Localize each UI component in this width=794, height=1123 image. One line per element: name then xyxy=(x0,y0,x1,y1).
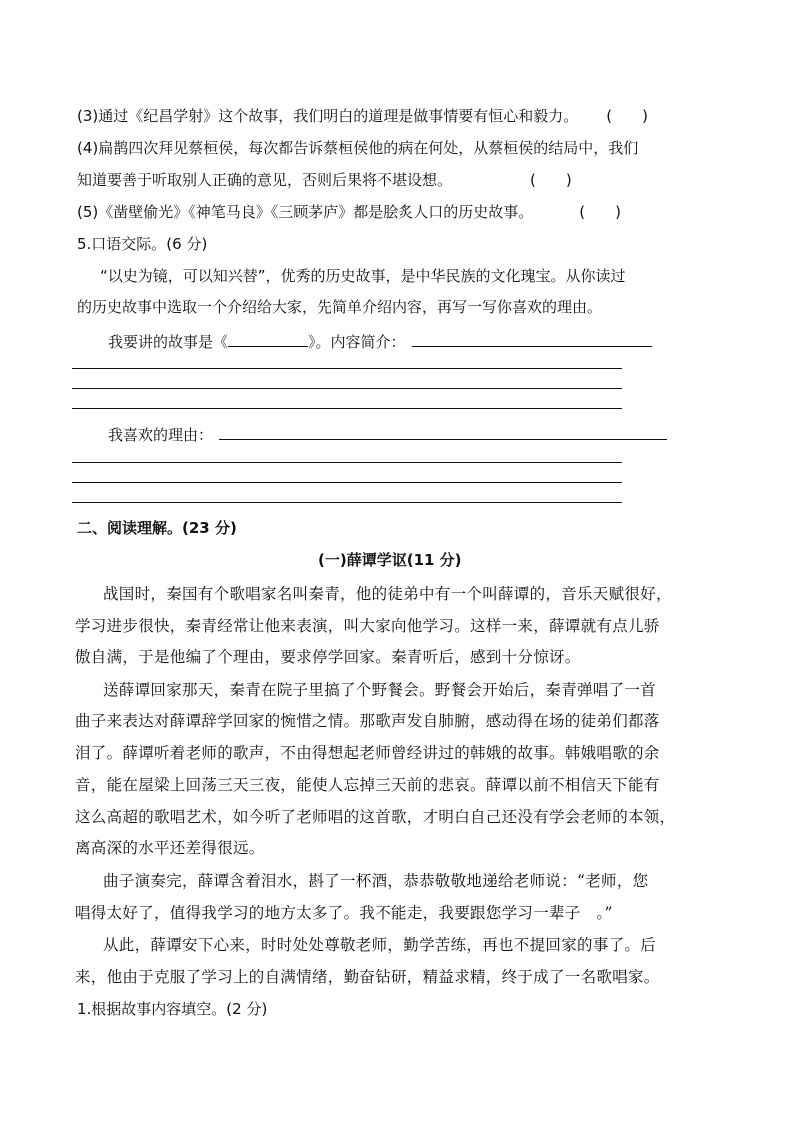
story-summary-blank[interactable] xyxy=(412,332,652,347)
story-title-blank[interactable] xyxy=(228,332,308,347)
passage-line: 音，能在屋梁上回荡三天三夜，能使人忘掉三天前的悲哀。薛谭以前不相信天下能有 xyxy=(75,776,660,794)
passage-line: 学习进步很快，秦青经常让他来表演，叫大家向他学习。这样一来，薛谭就有点儿骄 xyxy=(75,617,660,635)
question-3-text: (3)通过《纪昌学射》这个故事，我们明白的道理是做事情要有恒心和毅力。 xyxy=(77,107,579,125)
answer-line[interactable] xyxy=(72,502,622,503)
story-suffix: 》。内容简介： xyxy=(308,333,406,351)
oral-question-title: 5.口语交际。(6 分) xyxy=(77,235,208,253)
answer-line[interactable] xyxy=(72,388,622,389)
passage-line: 从此，薛谭安下心来，时时处处尊敬老师，勤学苦练，再也不提回家的事了。后 xyxy=(103,936,657,954)
answer-bracket-3[interactable]: ( ) xyxy=(606,107,648,125)
judgement-question-4-line1: (4)扁鹊四次拜见蔡桓侯，每次都告诉蔡桓侯他的病在何处，从蔡桓侯的结局中，我们 xyxy=(77,139,639,157)
reason-blank[interactable] xyxy=(219,425,667,440)
passage-line: 泪了。薛谭听着老师的歌声，不由得想起老师曾经讲过的韩娥的故事。韩娥唱歌的余 xyxy=(75,744,660,762)
judgement-question-3 xyxy=(77,106,648,126)
answer-line[interactable] xyxy=(72,462,622,463)
passage-line: 曲子演奏完，薛谭含着泪水，斟了一杯酒，恭恭敬敬地递给老师说：“老师，您 xyxy=(103,872,649,890)
passage-line: 这么高超的歌唱艺术，如今听了老师唱的这首歌，才明白自己还没有学会老师的本领， xyxy=(75,808,676,826)
judgement-question-4-line2 xyxy=(77,170,572,190)
answer-line[interactable] xyxy=(72,482,622,483)
oral-question-line-1: “以史为镜，可以知兴替”，优秀的历史故事，是中华民族的文化瑰宝。从你读过 xyxy=(100,267,626,285)
oral-question-line-2: 的历史故事中选取一个介绍给大家，先简单介绍内容，再写一写你喜欢的理由。 xyxy=(77,298,603,316)
passage-title: (一)薛谭学讴(11 分) xyxy=(318,551,462,569)
judgement-question-5 xyxy=(77,202,621,222)
story-title-row xyxy=(108,332,652,352)
passage-line: 傲自满，于是他编了个理由，要求停学回家。秦青听后，感到十分惊讶。 xyxy=(75,648,581,666)
passage-line: 战国时，秦国有个歌唱家名叫秦青，他的徒弟中有一个叫薛谭的，音乐天赋很好， xyxy=(103,585,672,603)
passage-line: 曲子来表达对薛谭辞学回家的惋惜之情。那歌声发自肺腑，感动得在场的徒弟们都落 xyxy=(75,712,660,730)
question-4-text: 知道要善于听取别人正确的意见，否则后果将不堪设想。 xyxy=(77,171,453,189)
answer-bracket-4[interactable]: ( ) xyxy=(530,171,572,189)
reason-row xyxy=(108,425,667,445)
answer-line[interactable] xyxy=(72,408,622,409)
reason-prefix: 我喜欢的理由： xyxy=(108,426,214,444)
question-5-text: (5)《凿壁偷光》《神笔马良》《三顾茅庐》都是脍炙人口的历史故事。 xyxy=(77,203,534,221)
reading-question-1: 1.根据故事内容填空。(2 分) xyxy=(77,1000,268,1018)
passage-line: 来，他由于克服了学习上的自满情绪，勤奋钻研，精益求精，终于成了一名歌唱家。 xyxy=(75,968,660,986)
story-prefix: 我要讲的故事是《 xyxy=(108,333,229,351)
answer-line[interactable] xyxy=(72,368,622,369)
section-heading: 二、阅读理解。(23 分) xyxy=(77,519,237,537)
passage-line: 送薛谭回家那天，秦青在院子里搞了个野餐会。野餐会开始后，秦青弹唱了一首 xyxy=(103,681,657,699)
answer-bracket-5[interactable]: ( ) xyxy=(579,203,621,221)
passage-line: 唱得太好了，值得我学习的地方太多了。我不能走，我要跟您学习一辈子 。” xyxy=(75,904,613,922)
passage-line: 离高深的水平还差得很远。 xyxy=(75,839,265,857)
